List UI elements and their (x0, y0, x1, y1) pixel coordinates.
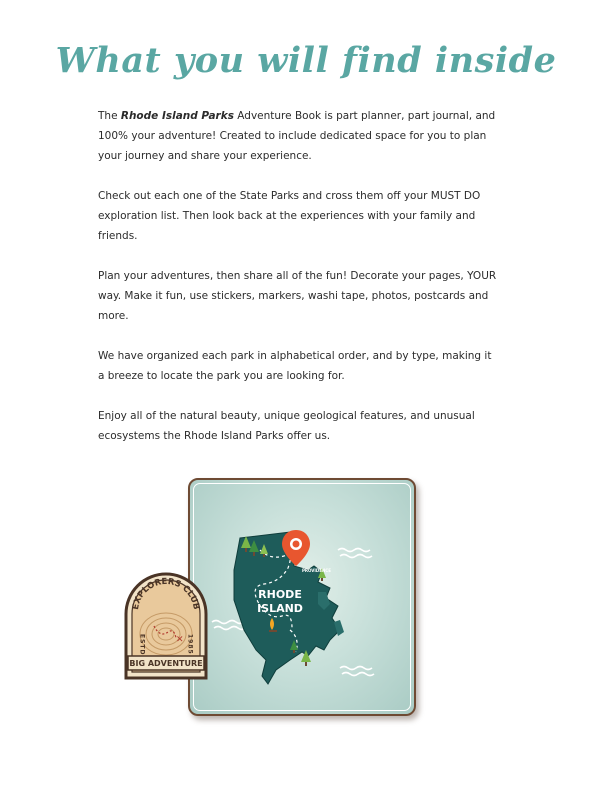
badge-right-text: 1985 (186, 634, 194, 655)
paragraph-3: Plan your adventures, then share all of the fun! Decorate your pages, YOUR way. Make it fun, use stickers, markers, washi tape, photos, postcards and more. (98, 270, 497, 322)
paragraph-5: Enjoy all of the natural beauty, unique geological features, and unusual ecosystems the Rhode Island Parks offer us. (98, 410, 475, 442)
state-label-line1: RHODE (258, 588, 302, 601)
park-name-emphasis: Rhode Island Parks (120, 110, 234, 122)
badge-left-text: ESTD (138, 634, 146, 656)
x-mark-icon: ✕ (176, 635, 184, 645)
map-illustration (188, 478, 416, 716)
paragraph-2: Check out each one of the State Parks and cross them off your MUST DO exploration list. Then look back at the experiences with your family and friends. (98, 190, 481, 242)
page-title: What you will find inside (55, 40, 557, 81)
body-text (98, 106, 498, 466)
rhode-island-map (190, 480, 416, 716)
paragraph-1: The Rhode Island Parks Adventure Book is part planner, part journal, and 100% your adventure! Created to include dedicated space for you to plan your journey and share your experience. (98, 110, 496, 162)
explorers-club-badge (120, 568, 212, 682)
city-label: PROVIDENCE (302, 568, 331, 573)
badge-top-text: EXPLORERS CLUB (131, 576, 201, 611)
paragraph-4: We have organized each park in alphabetical order, and by type, making it a breeze to locate the park you are looking for. (98, 350, 492, 382)
state-label-line2: ISLAND (257, 602, 303, 615)
badge-bottom-text: BIG ADVENTURE (129, 659, 203, 668)
